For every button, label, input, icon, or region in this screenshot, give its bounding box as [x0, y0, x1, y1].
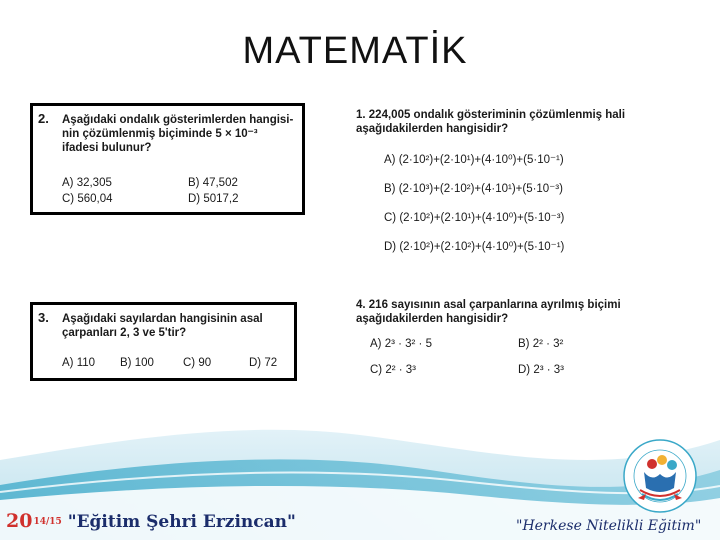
question-4-option-b[interactable]: B) 2² · 3² — [518, 338, 564, 350]
question-4-text: 4. 216 sayısının asal çarpanlarına ayrılmış biçimi aşağıdakilerden hangisidir? — [356, 299, 621, 325]
question-3-box — [30, 302, 297, 381]
question-4 — [356, 298, 676, 376]
question-3-option-b[interactable]: B) 100 — [120, 357, 154, 369]
erzincan-education-logo — [622, 438, 698, 514]
question-2-option-c[interactable]: C) 560,04 — [62, 193, 113, 205]
question-2-number: 2. — [38, 111, 49, 126]
question-4-option-d[interactable]: D) 2³ · 3³ — [518, 364, 564, 376]
question-3-option-c[interactable]: C) 90 — [183, 357, 212, 369]
question-1 — [356, 108, 676, 253]
question-1-option-d[interactable]: D) (2·10²)+(2·10²)+(4·10⁰)+(5·10⁻¹) — [384, 241, 565, 253]
question-3-text-content: Aşağıdaki sayılardan hangisinin asal çarpanları 2, 3 ve 5'tir? — [62, 313, 263, 339]
question-4-option-c[interactable]: C) 2² · 3³ — [370, 364, 416, 376]
question-2-option-b[interactable]: B) 47,502 — [188, 177, 238, 189]
page-title: MATEMATİK — [242, 30, 468, 72]
question-1-option-c[interactable]: C) (2·10²)+(2·10¹)+(4·10⁰)+(5·10⁻³) — [384, 212, 565, 224]
question-2-text — [62, 113, 296, 155]
question-1-text: 1. 224,005 ondalık gösteriminin çözümlenmiş hali aşağıdakilerden hangisidir? — [356, 109, 626, 135]
question-1-option-a[interactable]: A) (2·10²)+(2·10¹)+(4·10⁰)+(5·10⁻¹) — [384, 154, 564, 166]
question-2-box — [30, 103, 305, 215]
question-2-text-content: Aşağıdaki ondalık gösterimlerden hangisi-nin çözümlenmiş biçiminde 5 × 10⁻³ ifadesi bulunur? — [62, 114, 294, 154]
question-2-option-a[interactable]: A) 32,305 — [62, 177, 112, 189]
footer-right-slogan: "Herkese Nitelikli Eğitim" — [516, 518, 702, 534]
question-3-text — [62, 312, 288, 340]
question-3-option-a[interactable]: A) 110 — [62, 357, 96, 369]
footer-left-slogan-text: "Eğitim Şehri Erzincan" — [67, 512, 296, 532]
footer-year: 20 — [6, 510, 33, 532]
question-2-option-d[interactable]: D) 5017,2 — [188, 193, 239, 205]
footer-left-slogan — [6, 510, 296, 532]
question-3-option-d[interactable]: D) 72 — [249, 357, 278, 369]
question-1-option-b[interactable]: B) (2·10³)+(2·10²)+(4·10¹)+(5·10⁻³) — [384, 183, 563, 195]
footer-year-small: 14/15 — [33, 517, 62, 527]
question-4-option-a[interactable]: A) 2³ · 3² · 5 — [370, 338, 432, 350]
question-3-number: 3. — [38, 310, 49, 325]
